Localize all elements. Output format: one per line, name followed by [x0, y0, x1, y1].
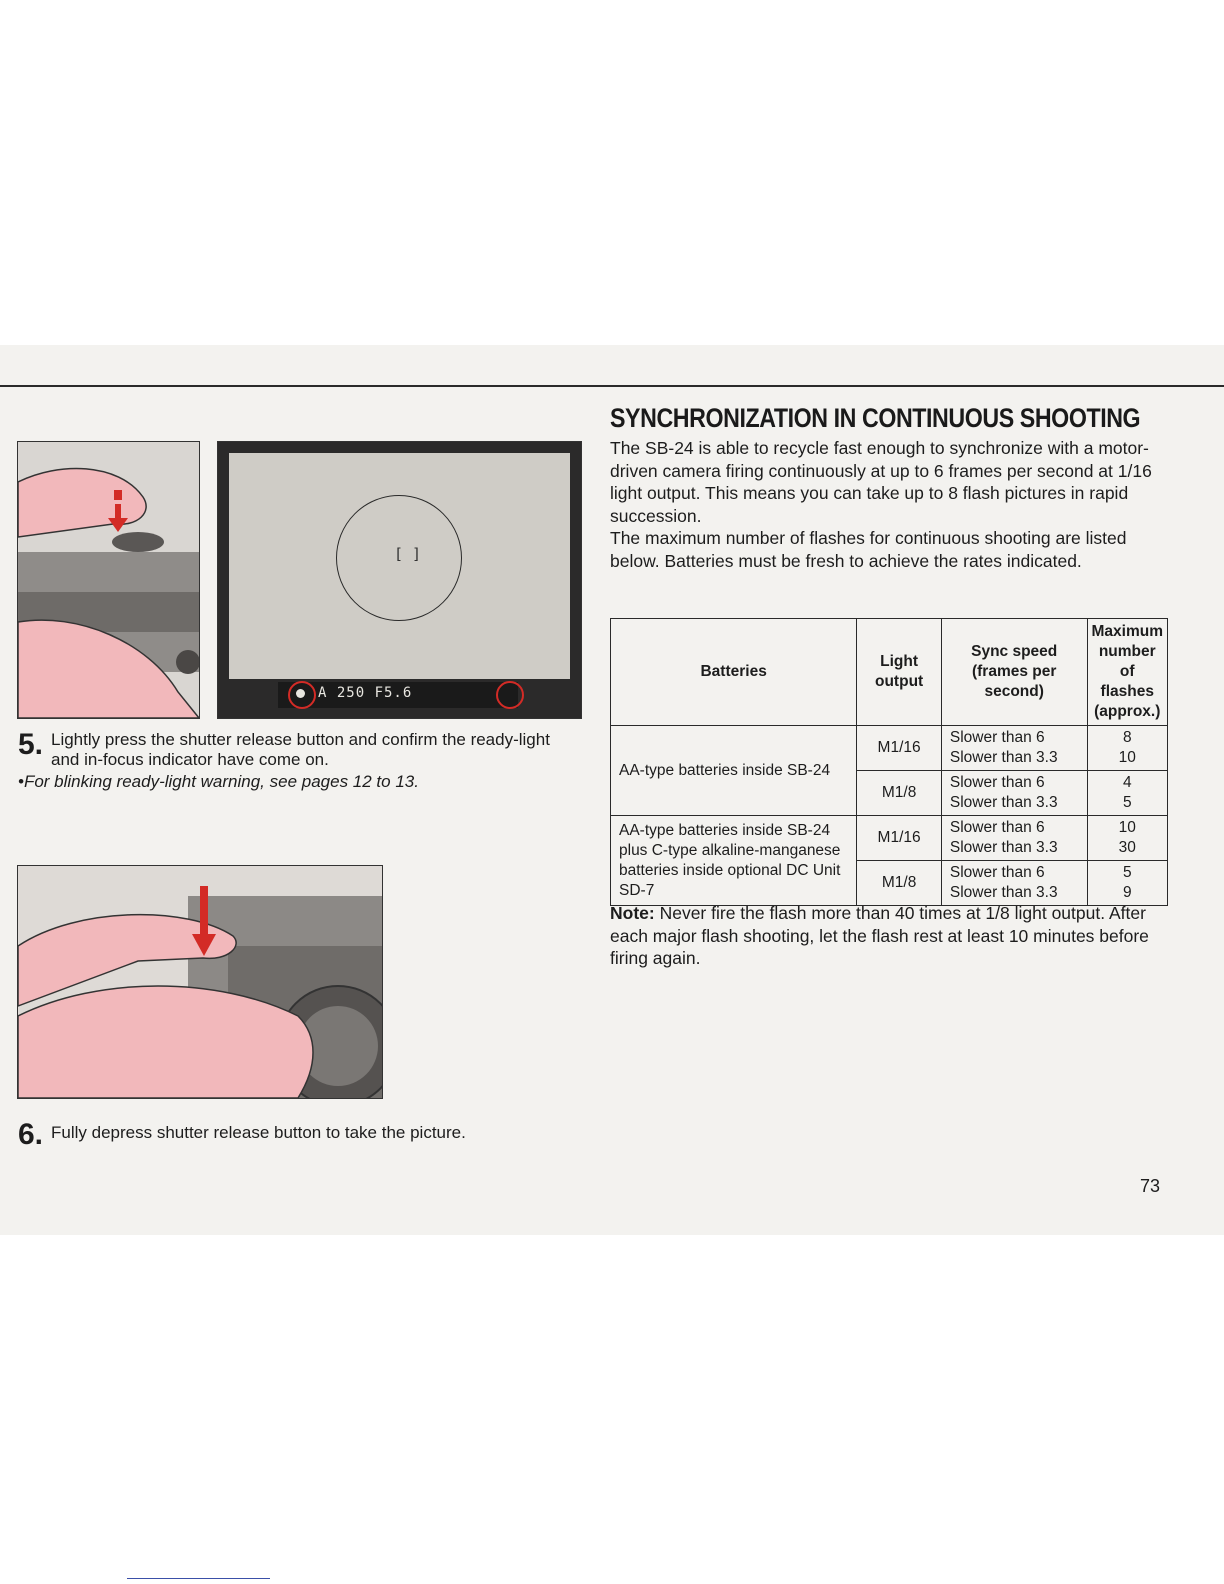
sync-speed-cell [941, 771, 1087, 816]
light-output-cell: M1/16 [857, 726, 942, 771]
sync-value: Slower than 3.3 [949, 749, 1058, 766]
max-flashes-cell [1087, 816, 1168, 861]
header-max-flashes: Maximum number of flashes (approx.) [1087, 619, 1168, 726]
sync-speed-cell [941, 726, 1087, 771]
note-text: Never fire the flash more than 40 times at 1/8 light output. After each major flash shooting, let the flash rest at least 10 minutes before firing again. [610, 903, 1149, 968]
sync-value: Slower than 6 [949, 729, 1045, 746]
sync-speed-cell [941, 816, 1087, 861]
sync-value: Slower than 3.3 [949, 884, 1058, 901]
sync-value: Slower than 6 [949, 774, 1045, 791]
light-output-cell: M1/8 [857, 771, 942, 816]
max-value: 4 [1122, 774, 1132, 791]
max-flashes-cell [1087, 861, 1168, 906]
header-sync-speed: Sync speed (frames per second) [941, 619, 1087, 726]
viewfinder-readout: A 250 F5.6 [318, 685, 413, 701]
sync-value: Slower than 3.3 [949, 839, 1058, 856]
intro-paragraph-2: The maximum number of flashes for continuous shooting are listed below. Batteries must be fresh to achieve the rates indicated. [610, 528, 1127, 571]
step-6-number: 6. [18, 1118, 44, 1151]
max-value: 10 [1118, 819, 1136, 836]
max-value: 5 [1122, 864, 1132, 881]
step-5-note: •For blinking ready-light warning, see pages 12 to 13. [18, 772, 419, 791]
batteries-cell: AA-type batteries inside SB-24 [611, 726, 857, 816]
note-paragraph [610, 902, 1170, 970]
sync-value: Slower than 6 [949, 864, 1045, 881]
light-output-cell: M1/16 [857, 816, 942, 861]
table-row [611, 816, 1168, 861]
light-output-cell: M1/8 [857, 861, 942, 906]
sync-speed-cell [941, 861, 1087, 906]
batteries-cell: AA-type batteries inside SB-24 plus C-type alkaline-manganese batteries inside optional DC Unit SD-7 [611, 816, 857, 906]
step-6-text: Fully depress shutter release button to take the picture. [51, 1123, 466, 1142]
table-header-row [611, 619, 1168, 726]
header-batteries: Batteries [611, 619, 857, 726]
note-label: Note: [610, 903, 655, 923]
top-rule [0, 385, 1224, 387]
in-focus-dot-icon [296, 689, 305, 698]
max-value: 5 [1122, 794, 1132, 811]
continuous-shooting-table [610, 618, 1168, 906]
focus-brackets: [ ] [394, 545, 422, 563]
section-heading: SYNCHRONIZATION IN CONTINUOUS SHOOTING [610, 403, 1141, 433]
flash-ready-light-icon [496, 681, 524, 709]
sync-value: Slower than 6 [949, 819, 1045, 836]
sync-value: Slower than 3.3 [949, 794, 1058, 811]
intro-paragraph-1: The SB-24 is able to recycle fast enough to synchronize with a motor-driven camera firing continuously at up to 6 frames per second at 1/16 light output. This means you can take up to 8 flash pictures in rapid succession. [610, 438, 1152, 526]
page-number: 73 [1140, 1176, 1161, 1196]
max-value: 9 [1122, 884, 1132, 901]
section-intro [610, 437, 1170, 572]
step-5-text: Lightly press the shutter release button and confirm the ready-light and in-focus indicator have come on. [51, 730, 550, 769]
max-flashes-cell [1087, 771, 1168, 816]
shutter-half-press-illustration [17, 441, 200, 719]
step-5-number: 5. [18, 728, 44, 761]
viewfinder-illustration [217, 441, 582, 719]
bottom-link-underline [127, 1578, 270, 1579]
shutter-full-press-illustration [17, 865, 383, 1099]
max-value: 10 [1118, 749, 1136, 766]
max-value: 8 [1122, 729, 1132, 746]
table-row [611, 726, 1168, 771]
max-flashes-cell [1087, 726, 1168, 771]
max-value: 30 [1118, 839, 1136, 856]
header-light-output: Light output [857, 619, 942, 726]
